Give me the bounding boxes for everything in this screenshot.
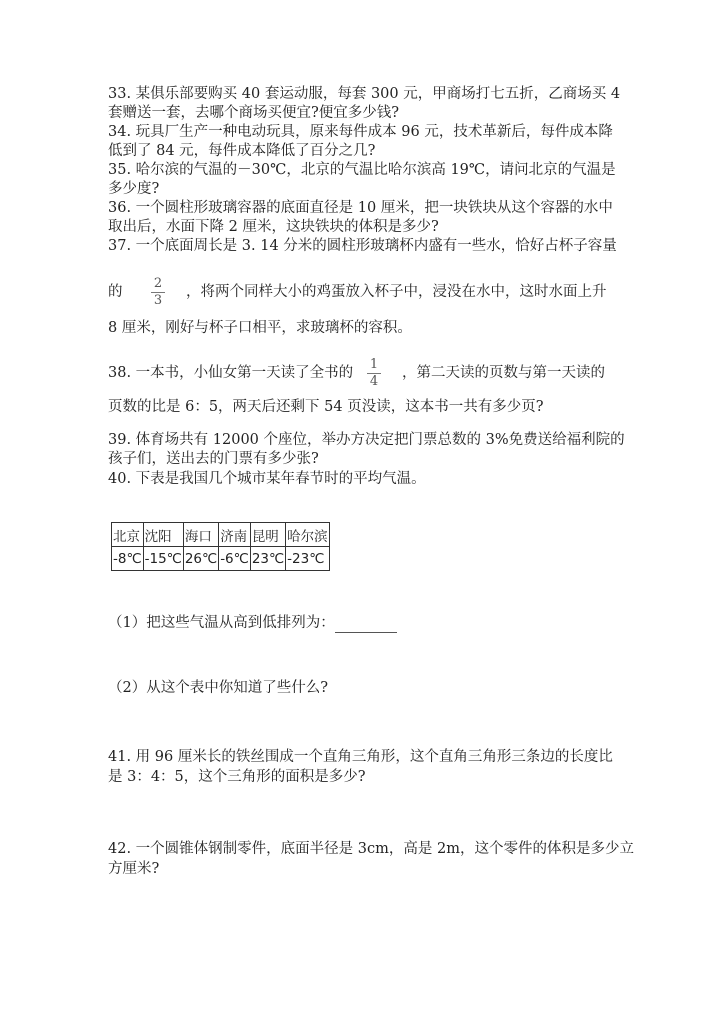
- answer-blank[interactable]: [335, 618, 397, 633]
- table-cell: 沈阳: [143, 523, 183, 547]
- q42-line2: 方厘米?: [108, 861, 160, 877]
- q37-line2-pre: 的: [108, 284, 123, 300]
- q40-part1: [108, 614, 397, 633]
- table-cell: 23℃: [250, 547, 285, 571]
- table-cell: 海口: [183, 523, 218, 547]
- table-cell: 哈尔滨: [286, 523, 330, 547]
- q35-line2: 多少度?: [108, 181, 160, 197]
- table-row-temps: [112, 547, 330, 571]
- q42-line1: 42. 一个圆锥体钢制零件，底面半径是 3cm，高是 2m，这个零件的体积是多少立: [108, 841, 634, 857]
- q37-line3: 8 厘米，刚好与杯子口相平，求玻璃杯的容积。: [108, 320, 412, 336]
- q33-line1: 33. 某俱乐部要购买 40 套运动服，每套 300 元，甲商场打七五折，乙商场买 4: [108, 86, 621, 102]
- fraction-two-thirds: [151, 277, 165, 308]
- q33-line2: 套赠送一套，去哪个商场买便宜?便宜多少钱?: [108, 105, 400, 121]
- q41-line1: 41. 用 96 厘米长的铁丝围成一个直角三角形，这个直角三角形三条边的长度比: [108, 749, 613, 765]
- q34-line1: 34. 玩具厂生产一种电动玩具，原来每件成本 96 元，技术革新后，每件成本降: [108, 124, 613, 140]
- q38-line1-post: ，第二天读的页数与第一天读的: [402, 365, 605, 381]
- table-cell: 济南: [219, 523, 251, 547]
- table-cell: -8℃: [112, 547, 144, 571]
- table-cell: 26℃: [183, 547, 218, 571]
- q41-line2: 是 3：4：5，这个三角形的面积是多少?: [108, 769, 366, 785]
- denominator: 3: [153, 293, 163, 308]
- temperature-table: [111, 522, 330, 571]
- q38-line2: 页数的比是 6：5，两天后还剩下 54 页没读，这本书一共有多少页?: [108, 399, 544, 415]
- q37-line1: 37. 一个底面周长是 3. 14 分米的圆柱形玻璃杯内盛有一些水，恰好占杯子容量: [108, 238, 617, 254]
- q35-line1: 35. 哈尔滨的气温的－30℃，北京的气温比哈尔滨高 19℃，请问北京的气温是: [108, 162, 616, 178]
- numerator: 1: [369, 357, 379, 372]
- q36-line1: 36. 一个圆柱形玻璃容器的底面直径是 10 厘米，把一块铁块从这个容器的水中: [108, 200, 613, 216]
- table-row-cities: [112, 523, 330, 547]
- numerator: 2: [153, 276, 163, 291]
- q36-line2: 取出后，水面下降 2 厘米，这块铁块的体积是多少?: [108, 219, 439, 235]
- table-cell: -23℃: [286, 547, 330, 571]
- q40-part1-text: （1）把这些气温从高到低排列为：: [108, 615, 335, 631]
- q34-line2: 低到了 84 元，每件成本降低了百分之几?: [108, 143, 376, 159]
- fraction-one-quarter: [367, 358, 381, 389]
- q40-line: 40. 下表是我国几个城市某年春节时的平均气温。: [108, 471, 426, 487]
- q38-line1-pre: 38. 一本书，小仙女第一天读了全书的: [108, 365, 354, 381]
- table-cell: -6℃: [219, 547, 251, 571]
- table-cell: -15℃: [143, 547, 183, 571]
- q39-line1: 39. 体育场共有 12000 个座位，举办方决定把门票总数的 3%免费送给福利院的: [108, 432, 625, 448]
- denominator: 4: [369, 374, 379, 389]
- q39-line2: 孩子们，送出去的门票有多少张?: [108, 451, 319, 467]
- table-cell: 北京: [112, 523, 144, 547]
- table-cell: 昆明: [250, 523, 285, 547]
- q40-part2: （2）从这个表中你知道了些什么?: [108, 680, 328, 696]
- q37-line2-post: ，将两个同样大小的鸡蛋放入杯子中，浸没在水中，这时水面上升: [186, 284, 607, 300]
